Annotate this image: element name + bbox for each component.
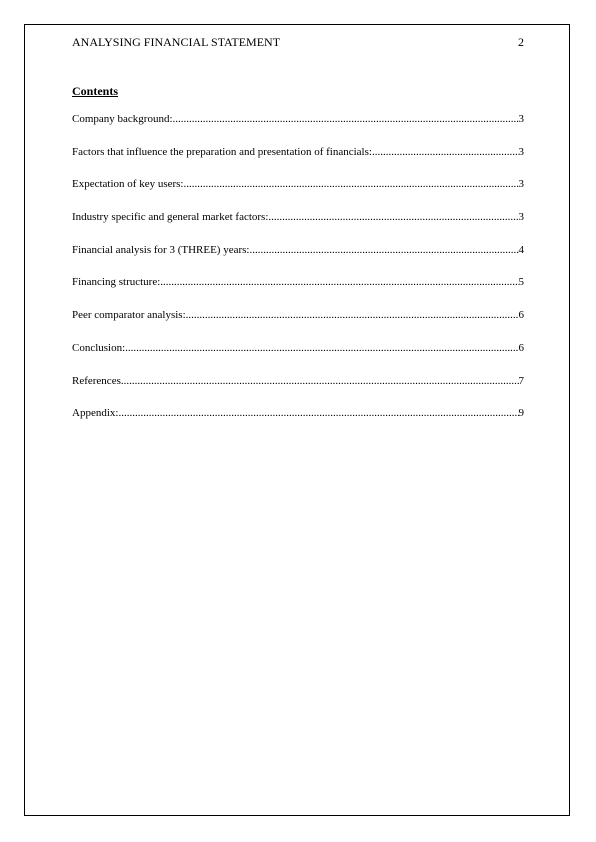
toc-entry-financial-analysis[interactable] [72,243,524,276]
page-number: 2 [518,35,524,49]
running-title: ANALYSING FINANCIAL STATEMENT [72,35,281,49]
toc-entry-page: 3 [518,178,524,191]
toc-entry-title: Peer comparator analysis: [72,309,186,322]
dot-leader [118,406,518,420]
dot-leader [121,374,519,388]
dot-leader [186,308,519,322]
toc-entry-title: References [72,374,121,387]
toc-entry-page: 4 [518,243,524,256]
toc-entry-conclusion[interactable] [72,341,524,374]
toc-entry-title: Factors that influence the preparation and presentation of financials: [72,145,372,158]
toc-entry-page: 6 [518,309,524,322]
toc-heading: Contents [72,84,119,98]
toc-entry-page: 6 [518,341,524,354]
toc-entry-title: Conclusion: [72,341,126,354]
toc-entry-appendix[interactable] [72,406,524,439]
dot-leader [160,275,518,289]
toc-entry-title: Appendix: [72,407,119,420]
toc-entry-key-users[interactable] [72,177,524,210]
toc-entry-title: Financing structure: [72,276,161,289]
toc-entry-market-factors[interactable] [72,210,524,243]
toc-entry-title: Company background: [72,113,173,125]
dot-leader [125,341,518,355]
toc-entry-financing-structure[interactable] [72,275,524,308]
toc-entry-factors[interactable] [72,145,524,178]
toc-entry-page: 5 [518,276,524,289]
table-of-contents [72,112,524,439]
toc-entry-title: Expectation of key users: [72,178,184,191]
toc-entry-page: 9 [518,407,524,420]
toc-entry-peer-comparator[interactable] [72,308,524,341]
toc-entry-page: 3 [518,113,524,125]
dot-leader [268,210,518,224]
dot-leader [372,145,519,159]
dot-leader [184,177,519,191]
toc-entry-title: Financial analysis for 3 (THREE) years: [72,243,250,256]
dot-leader [173,112,519,126]
toc-entry-page: 7 [518,374,524,387]
dot-leader [249,243,518,257]
toc-entry-page: 3 [518,211,524,224]
toc-entry-references[interactable] [72,374,524,407]
page-header [72,35,524,49]
toc-entry-company-background[interactable] [72,112,524,145]
toc-entry-page: 3 [518,145,524,158]
toc-entry-title: Industry specific and general market factors: [72,211,269,224]
